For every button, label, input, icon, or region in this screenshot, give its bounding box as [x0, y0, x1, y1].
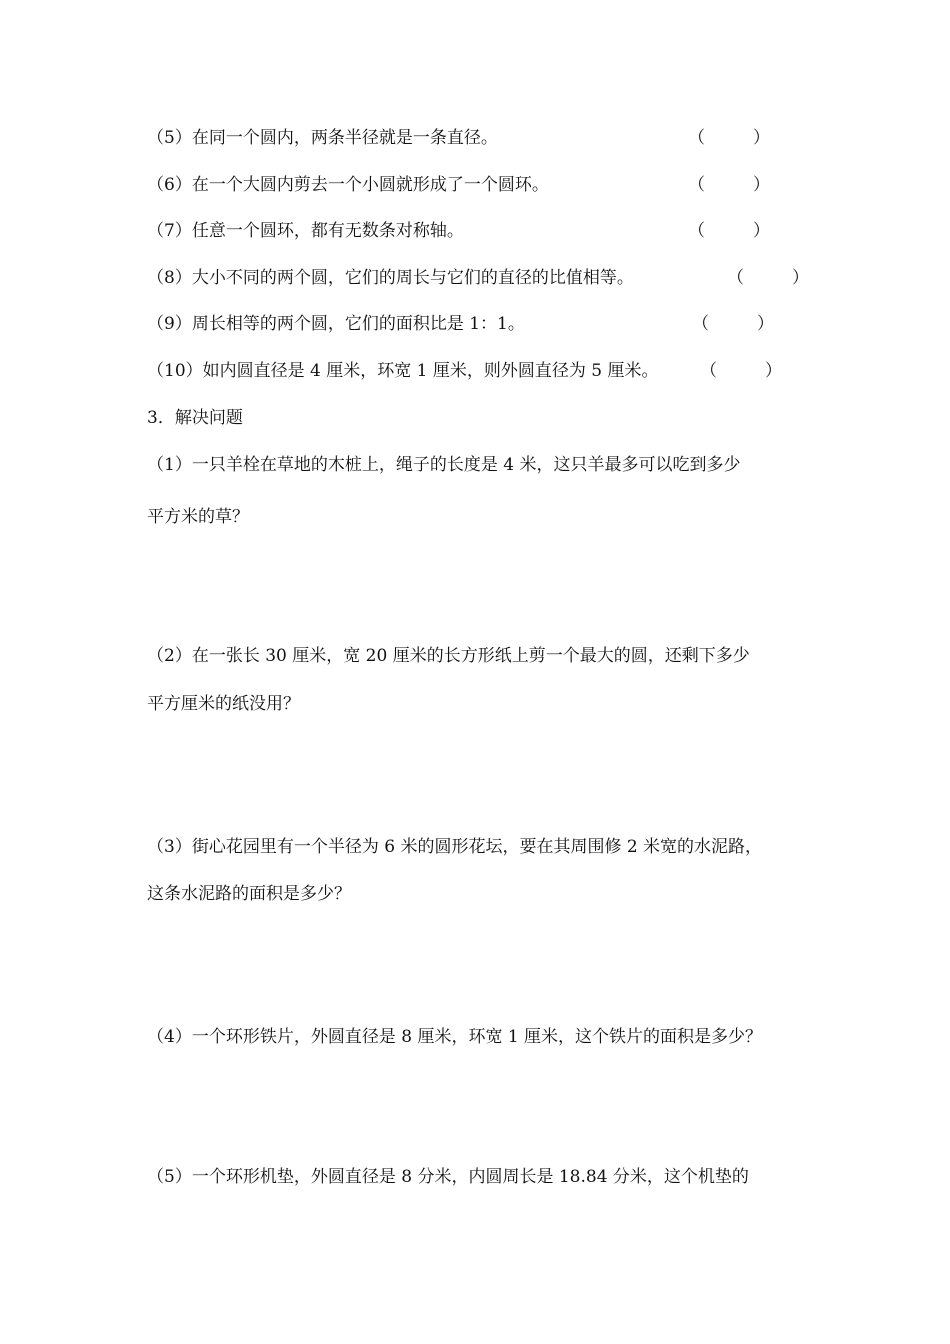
judge-item-9: （9）周长相等的两个圆，它们的面积比是 1：1。 [147, 314, 525, 334]
answer-blank-5[interactable] [688, 126, 770, 150]
section-heading: 3．解决问题 [147, 408, 243, 428]
judge-item-8: （8）大小不同的两个圆，它们的周长与它们的直径的比值相等。 [147, 268, 634, 288]
paren-open: （ [727, 268, 744, 288]
answer-blank-7[interactable] [688, 219, 770, 243]
paren-close: ） [757, 314, 774, 334]
judge-item-6: （6）在一个大圆内剪去一个小圆就形成了一个圆环。 [147, 175, 549, 195]
paren-open: （ [700, 361, 717, 381]
problem-2-line-2: 平方厘米的纸没用？ [147, 694, 300, 714]
paren-open: （ [692, 314, 709, 334]
problem-1-line-1: （1）一只羊栓在草地的木桩上，绳子的长度是 4 米，这只羊最多可以吃到多少 [147, 455, 741, 475]
paren-open: （ [688, 175, 705, 195]
problem-3-line-1: （3）街心花园里有一个半径为 6 米的圆形花坛，要在其周围修 2 米宽的水泥路， [147, 837, 763, 857]
problem-1-line-2: 平方米的草？ [147, 507, 249, 527]
paren-close: ） [792, 268, 809, 288]
problem-2-line-1: （2）在一张长 30 厘米，宽 20 厘米的长方形纸上剪一个最大的圆，还剩下多少 [147, 646, 750, 666]
paren-open: （ [688, 128, 705, 148]
answer-blank-10[interactable] [700, 359, 782, 383]
problem-3-line-2: 这条水泥路的面积是多少？ [147, 884, 351, 904]
judge-item-10: （10）如内圆直径是 4 厘米，环宽 1 厘米，则外圆直径为 5 厘米。 [147, 361, 659, 381]
answer-blank-9[interactable] [692, 312, 774, 336]
judge-item-7: （7）任意一个圆环，都有无数条对称轴。 [147, 221, 464, 241]
paren-open: （ [688, 221, 705, 241]
paren-close: ） [765, 361, 782, 381]
problem-4-line-1: （4）一个环形铁片，外圆直径是 8 厘米，环宽 1 厘米，这个铁片的面积是多少？ [147, 1027, 763, 1047]
answer-blank-8[interactable] [727, 266, 809, 290]
paren-close: ） [753, 221, 770, 241]
judge-item-5: （5）在同一个圆内，两条半径就是一条直径。 [147, 128, 498, 148]
paren-close: ） [753, 128, 770, 148]
paren-close: ） [753, 175, 770, 195]
problem-5-line-1: （5）一个环形机垫，外圆直径是 8 分米，内圆周长是 18.84 分米，这个机垫的 [147, 1167, 749, 1187]
answer-blank-6[interactable] [688, 173, 770, 197]
